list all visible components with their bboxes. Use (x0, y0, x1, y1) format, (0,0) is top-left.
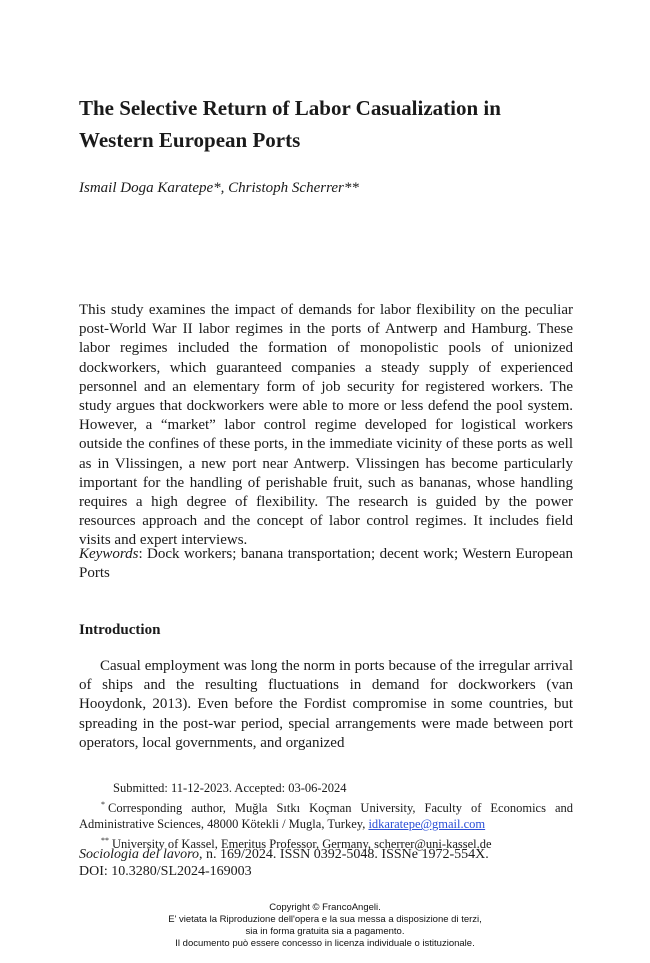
abstract-text: This study examines the impact of demands for labor flexibility on the peculiar post-World War II labor regimes in the ports of Antwerp and Hamburg. These labor regimes included the formation of monopolistic pools of unionized dockworkers, which guaranteed companies a steady supply of experienced personnel and an elementary form of job security for registered workers. The study argues that dockworkers were able to more or less defend the pool system. However, a “market” labor control regime developed for logistical workers outside the confines of these ports, in the immediate vicinity of these ports as well as in Vlissingen, a new port near Antwerp. Vlissingen has become particularly important for the handling of perishable fruit, such as bananas, whose handling requires a high degree of flexibility. The research is guided by the power resources approach and the concept of labor control regimes. It includes field visits and expert interviews. (79, 302, 573, 549)
abstract (79, 301, 573, 551)
intro-paragraph: Casual employment was long the norm in ports because of the irregular arrival of ships and the resulting fluctuations in demand for dockworkers (van Hooydonk, 2013). Even before the Fordist compromise in some countries, but spreading in the post-war period, special arrangements were made between port operators, local governments, and organized (79, 658, 573, 751)
copyright-line: E' vietata la Riproduzione dell'opera e la sua messa a disposizione di terzi, (168, 914, 482, 925)
copyright-line: Il documento può essere concesso in licenza individuale o istituzionale. (175, 938, 475, 949)
paper-title: The Selective Return of Labor Casualization in Western European Ports (79, 96, 501, 152)
journal-citation (79, 846, 579, 880)
submission-dates: Submitted: 11-12-2023. Accepted: 03-06-2024 (113, 781, 347, 795)
citation-line (79, 846, 579, 863)
copyright-line: sia in forma gratuita sia a pagamento. (245, 926, 405, 937)
keywords-text: : Dock workers; banana transportation; decent work; Western European Ports (79, 546, 573, 582)
journal-name: Sociologia del lavoro (79, 847, 200, 862)
footnote-mark: * (101, 799, 105, 809)
footnote-corresponding-text: Corresponding author, Muğla Sıtkı Koçman University, Faculty of Economics and Administrative Sciences, 48000 Kötekli / Mugla, Turkey, (79, 800, 573, 832)
citation-details: , n. 169/2024. ISSN 0392-5048. ISSNe 1972-554X. (199, 847, 489, 862)
section-heading-introduction: Introduction (79, 622, 161, 638)
email-link[interactable]: idkaratepe@gmail.com (368, 817, 486, 832)
keywords (79, 545, 573, 583)
doi: DOI: 10.3280/SL2024-169003 (79, 864, 252, 879)
copyright-notice (0, 902, 650, 950)
footnotes (79, 780, 573, 852)
footnote-second-text: University of Kassel, Emeritus Professor, Germany, scherrer@uni-kassel.de (112, 836, 492, 851)
author-list: Ismail Doga Karatepe*, Christoph Scherrer** (79, 180, 359, 196)
keywords-label: Keywords (79, 546, 139, 562)
copyright-line: Copyright © FrancoAngeli. (269, 902, 381, 913)
footnote-corresponding-author (79, 797, 573, 833)
footnote-mark: ** (101, 835, 109, 845)
